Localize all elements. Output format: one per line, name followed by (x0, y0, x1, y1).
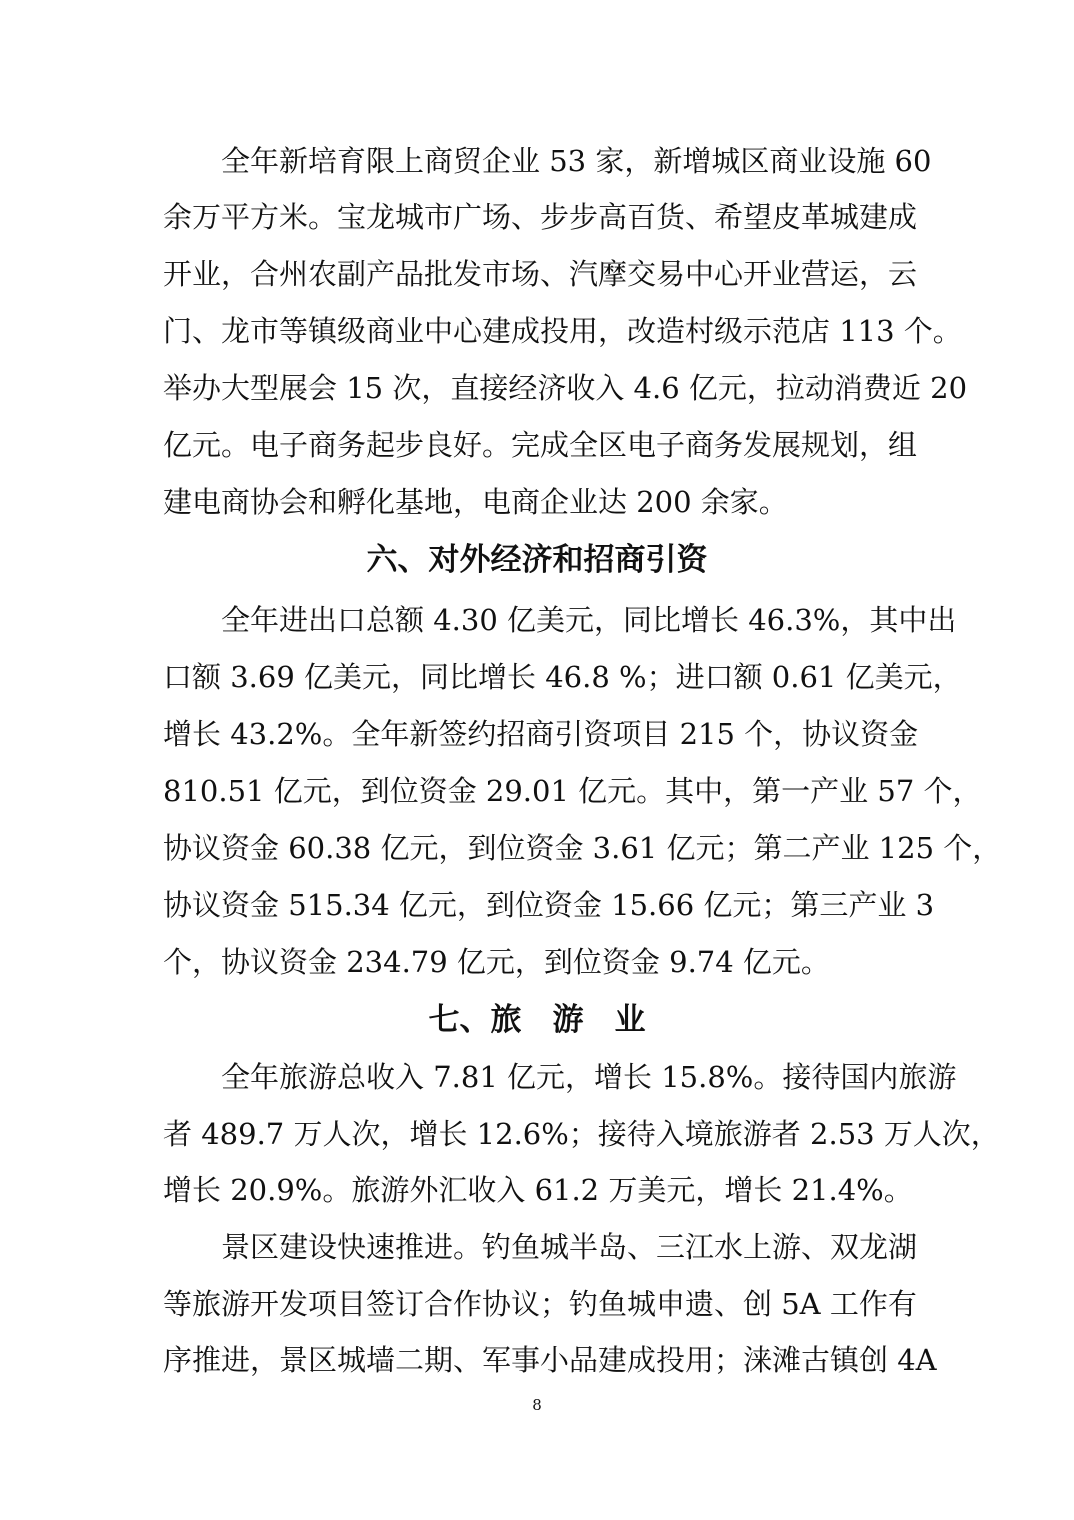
paragraph-2-line-6: 协议资金 515.34 亿元，到位资金 15.66 亿元；第三产业 3 (163, 888, 935, 922)
paragraph-2-line-7: 个，协议资金 234.79 亿元，到位资金 9.74 亿元。 (163, 945, 830, 979)
paragraph-1-line-6: 亿元。电子商务起步良好。完成全区电子商务发展规划，组 (163, 428, 918, 462)
paragraph-2-line-2: 口额 3.69 亿美元，同比增长 46.8 %；进口额 0.61 亿美元， (163, 660, 962, 694)
paragraph-1-line-3: 开业，合州农副产品批发市场、汽摩交易中心开业营运，云 (163, 257, 918, 291)
paragraph-3-line-2: 者 489.7 万人次，增长 12.6%；接待入境旅游者 2.53 万人次， (163, 1117, 1000, 1151)
paragraph-4-line-2: 等旅游开发项目签订合作协议；钓鱼城申遗、创 5A 工作有 (163, 1287, 917, 1321)
page-number: 8 (532, 1396, 542, 1414)
paragraph-4-line-3: 序推进，景区城墙二期、军事小品建成投用；涞滩古镇创 4A (163, 1343, 937, 1377)
paragraph-1-line-5: 举办大型展会 15 次，直接经济收入 4.6 亿元，拉动消费近 20 (163, 371, 968, 405)
paragraph-3-line-3: 增长 20.9%。旅游外汇收入 61.2 万美元，增长 21.4%。 (163, 1173, 913, 1207)
section-heading-tourism: 七、旅 游 业 (428, 1002, 646, 1038)
paragraph-3-line-1: 全年旅游总收入 7.81 亿元，增长 15.8%。接待国内旅游 (163, 1060, 957, 1094)
paragraph-2-line-1: 全年进出口总额 4.30 亿美元，同比增长 46.3%，其中出 (163, 603, 957, 637)
section-heading-foreign-economy: 六、对外经济和招商引资 (366, 542, 708, 578)
paragraph-1-line-2: 余万平方米。宝龙城市广场、步步高百货、希望皮革城建成 (163, 200, 918, 234)
paragraph-4-line-1: 景区建设快速推进。钓鱼城半岛、三江水上游、双龙湖 (163, 1230, 918, 1264)
paragraph-1-line-1: 全年新培育限上商贸企业 53 家，新增城区商业设施 60 (163, 144, 932, 178)
paragraph-2-line-3: 增长 43.2%。全年新签约招商引资项目 215 个，协议资金 (163, 717, 919, 751)
paragraph-2-line-4: 810.51 亿元，到位资金 29.01 亿元。其中，第一产业 57 个， (163, 774, 982, 808)
paragraph-1-line-4: 门、龙市等镇级商业中心建成投用，改造村级示范店 113 个。 (163, 314, 962, 348)
paragraph-1-line-7: 建电商协会和孵化基地，电商企业达 200 余家。 (163, 485, 788, 519)
paragraph-2-line-5: 协议资金 60.38 亿元，到位资金 3.61 亿元；第二产业 125 个， (163, 831, 1002, 865)
